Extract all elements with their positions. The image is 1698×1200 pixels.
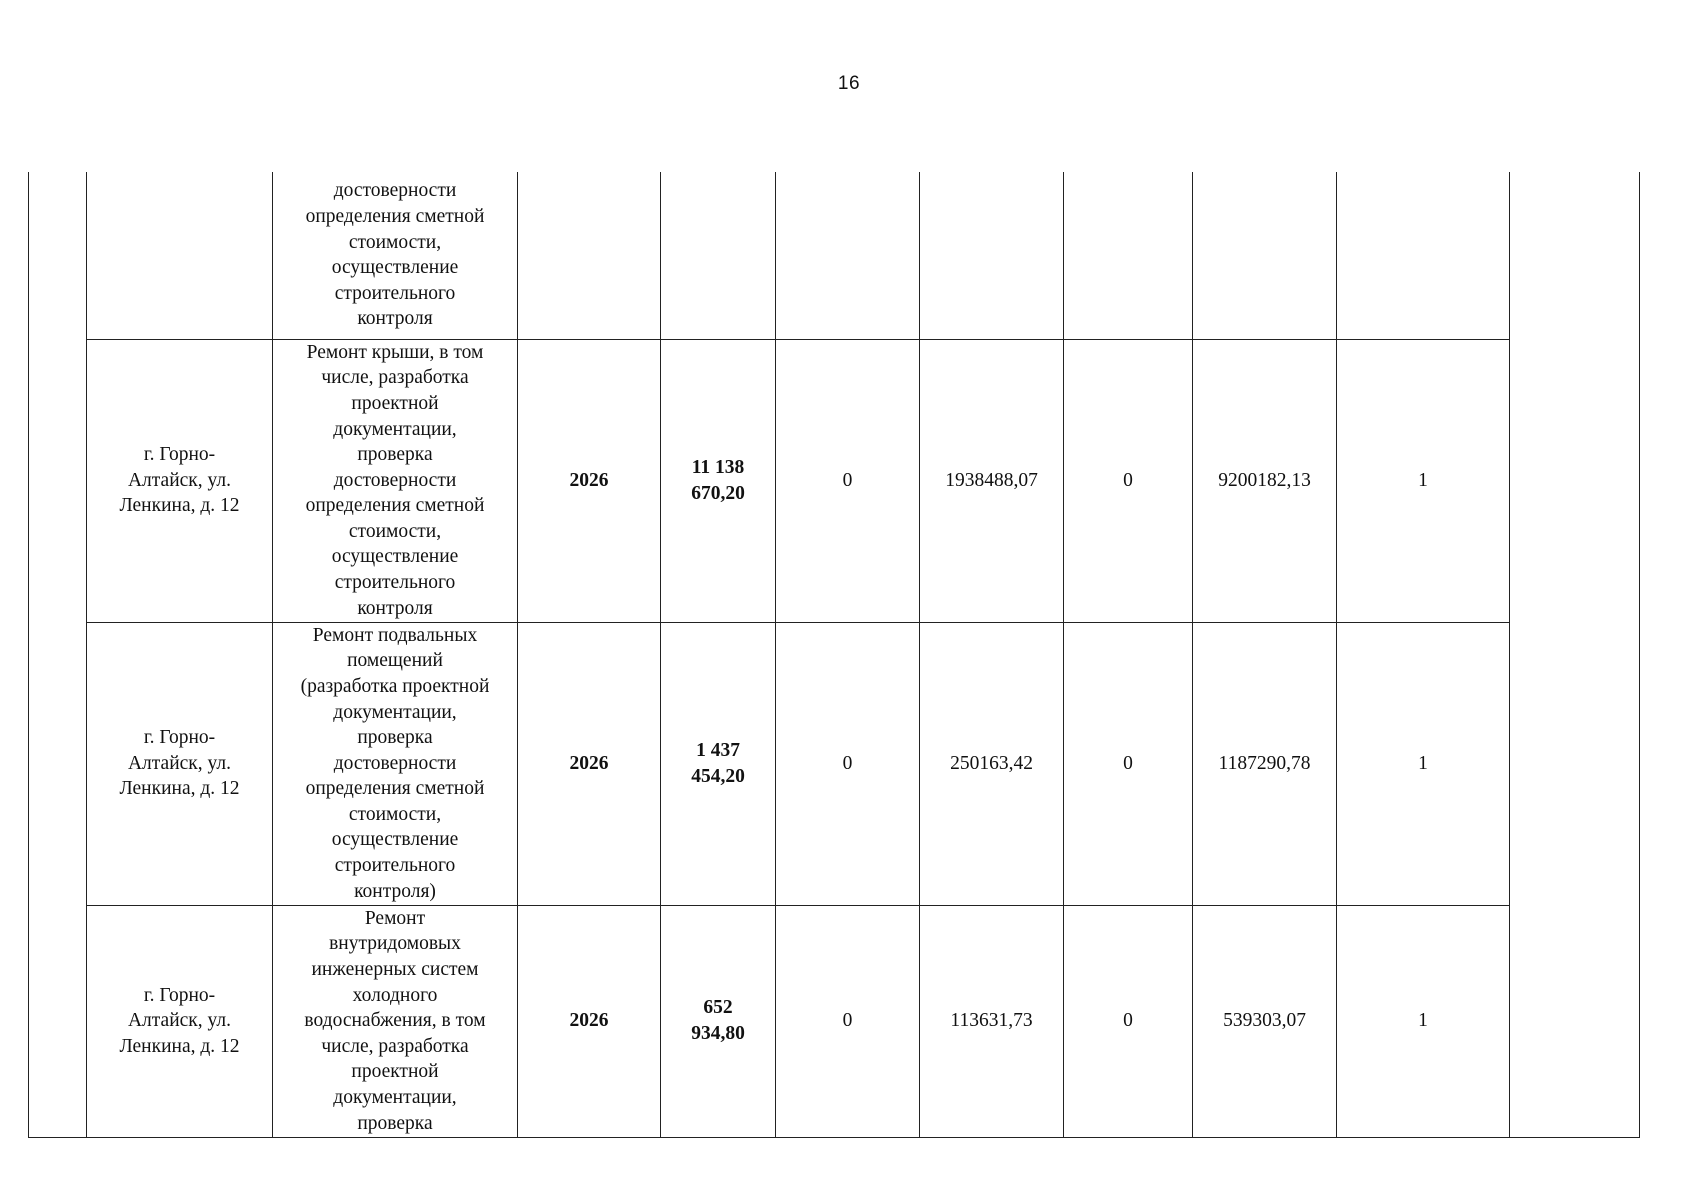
year-cell: 2026 [518,339,661,622]
value-cell: 9200182,13 [1193,339,1337,622]
row-number-cell [29,172,87,1137]
value-cell: 0 [1064,622,1193,905]
value-cell: 1187290,78 [1193,622,1337,905]
year-cell: 2026 [518,905,661,1137]
value-cell: 1 [1337,905,1510,1137]
program-table [28,172,1639,1137]
address-cell: г. Горно- Алтайск, ул. Ленкина, д. 12 [87,339,273,622]
total-cost-cell: 652 934,80 [661,905,776,1137]
value-cell: 113631,73 [920,905,1064,1137]
value-cell: 1 [1337,622,1510,905]
total-cost-cell [661,172,776,339]
value-cell: 0 [776,622,920,905]
address-cell: г. Горно- Алтайск, ул. Ленкина, д. 12 [87,622,273,905]
value-cell [1193,172,1337,339]
value-cell [776,172,920,339]
work-type-cell: Ремонт подвальных помещений (разработка проектной документации, проверка достоверности определения сметной стоимости, осуществление строительного контроля) [273,622,518,905]
value-cell: 0 [776,905,920,1137]
value-cell: 1 [1337,339,1510,622]
address-cell: г. Горно- Алтайск, ул. Ленкина, д. 12 [87,905,273,1137]
total-cost-cell: 1 437 454,20 [661,622,776,905]
value-cell [1337,172,1510,339]
value-cell: 0 [1064,905,1193,1137]
address-cell [87,172,273,339]
value-cell: 0 [776,339,920,622]
last-column-cell [1510,172,1640,1137]
table-row [29,905,1640,1137]
value-cell [1064,172,1193,339]
table-row [29,622,1640,905]
total-cost-cell: 11 138 670,20 [661,339,776,622]
work-type-cell: Ремонт внутридомовых инженерных систем холодного водоснабжения, в том числе, разработка проектной документации, проверка [273,905,518,1137]
page-number: 16 [837,73,861,94]
value-cell: 1938488,07 [920,339,1064,622]
repair-works-table [28,172,1640,1138]
table-row [29,172,1640,339]
value-cell [920,172,1064,339]
work-type-cell: Ремонт крыши, в том числе, разработка проектной документации, проверка достоверности определения сметной стоимости, осуществление строительного контроля [273,339,518,622]
value-cell: 539303,07 [1193,905,1337,1137]
year-cell [518,172,661,339]
value-cell: 0 [1064,339,1193,622]
year-cell: 2026 [518,622,661,905]
work-type-cell: достоверности определения сметной стоимости, осуществление строительного контроля [273,172,518,339]
value-cell: 250163,42 [920,622,1064,905]
table-row [29,339,1640,622]
